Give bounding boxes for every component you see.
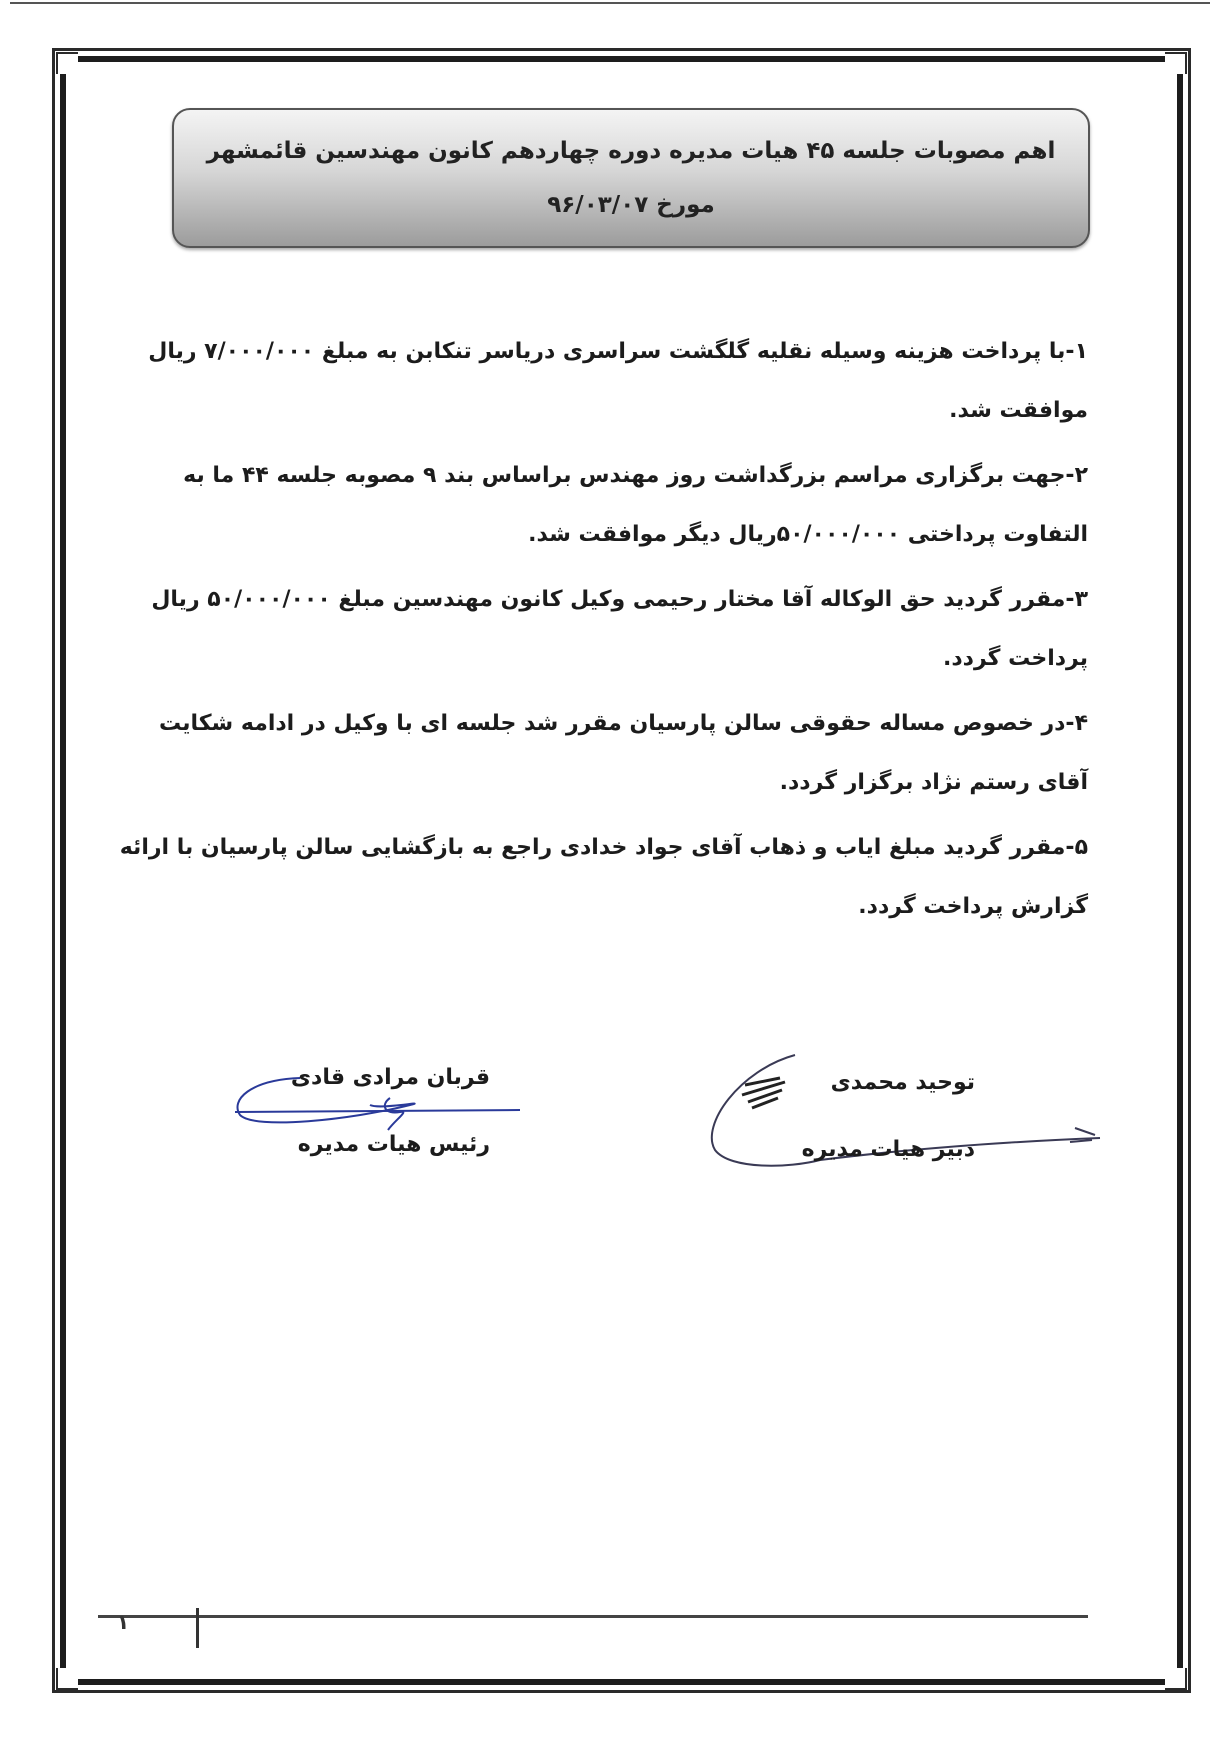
resolution-item: ۵-مقرر گردید مبلغ ایاب و ذهاب آقای جواد خدادی راجع به بازگشایی سالن پارسیان با ارائه گزارش پرداخت گردد. — [119, 835, 1088, 919]
resolution-item: ۳-مقرر گردید حق الوکاله آقا مختار رحیمی وکیل کانون مهندسین مبلغ ۵۰/۰۰۰/۰۰۰ ریال پرداخت گردد. — [151, 587, 1088, 671]
footer-divider — [98, 1615, 1088, 1618]
footer-separator-tick — [196, 1608, 199, 1648]
border-corner-ornament — [56, 1668, 78, 1690]
border-corner-ornament — [56, 52, 78, 74]
page-number: ۱ — [116, 1610, 130, 1634]
document-title: اهم مصوبات جلسه ۴۵ هیات مدیره دوره چهاردهم کانون مهندسین قائمشهر — [206, 138, 1056, 164]
secretary-role: دبیر هیات مدیره — [801, 1137, 975, 1162]
chair-name: قربان مرادی قادی — [290, 1065, 490, 1090]
secretary-signature-block — [760, 1070, 975, 1162]
resolution-item: ۴-در خصوص مساله حقوقی سالن پارسیان مقرر شد جلسه ای با وکیل در ادامه شکایت آقای رستم نژاد برگزار گردد. — [158, 711, 1088, 795]
top-edge-line — [10, 2, 1210, 4]
title-banner — [172, 108, 1090, 248]
border-corner-ornament — [1165, 52, 1187, 74]
chair-signature-block — [260, 1065, 490, 1157]
resolution-item: ۲-جهت برگزاری مراسم بزرگداشت روز مهندس براساس بند ۹ مصوبه جلسه ۴۴ ما به التفاوت پرداختی ۵۰/۰۰۰/۰۰۰ریال دیگر موافقت شد. — [183, 463, 1088, 547]
border-corner-ornament — [1165, 1668, 1187, 1690]
secretary-name: توحید محمدی — [830, 1070, 975, 1095]
document-date: مورخ ۹۶/۰۳/۰۷ — [547, 192, 715, 218]
resolutions-list — [118, 322, 1088, 942]
resolution-item: ۱-با پرداخت هزینه وسیله نقلیه گلگشت سراسری دریاسر تنکابن به مبلغ ۷/۰۰۰/۰۰۰ ریال موافقت شد. — [148, 339, 1088, 423]
chair-role: رئیس هیات مدیره — [297, 1132, 490, 1157]
